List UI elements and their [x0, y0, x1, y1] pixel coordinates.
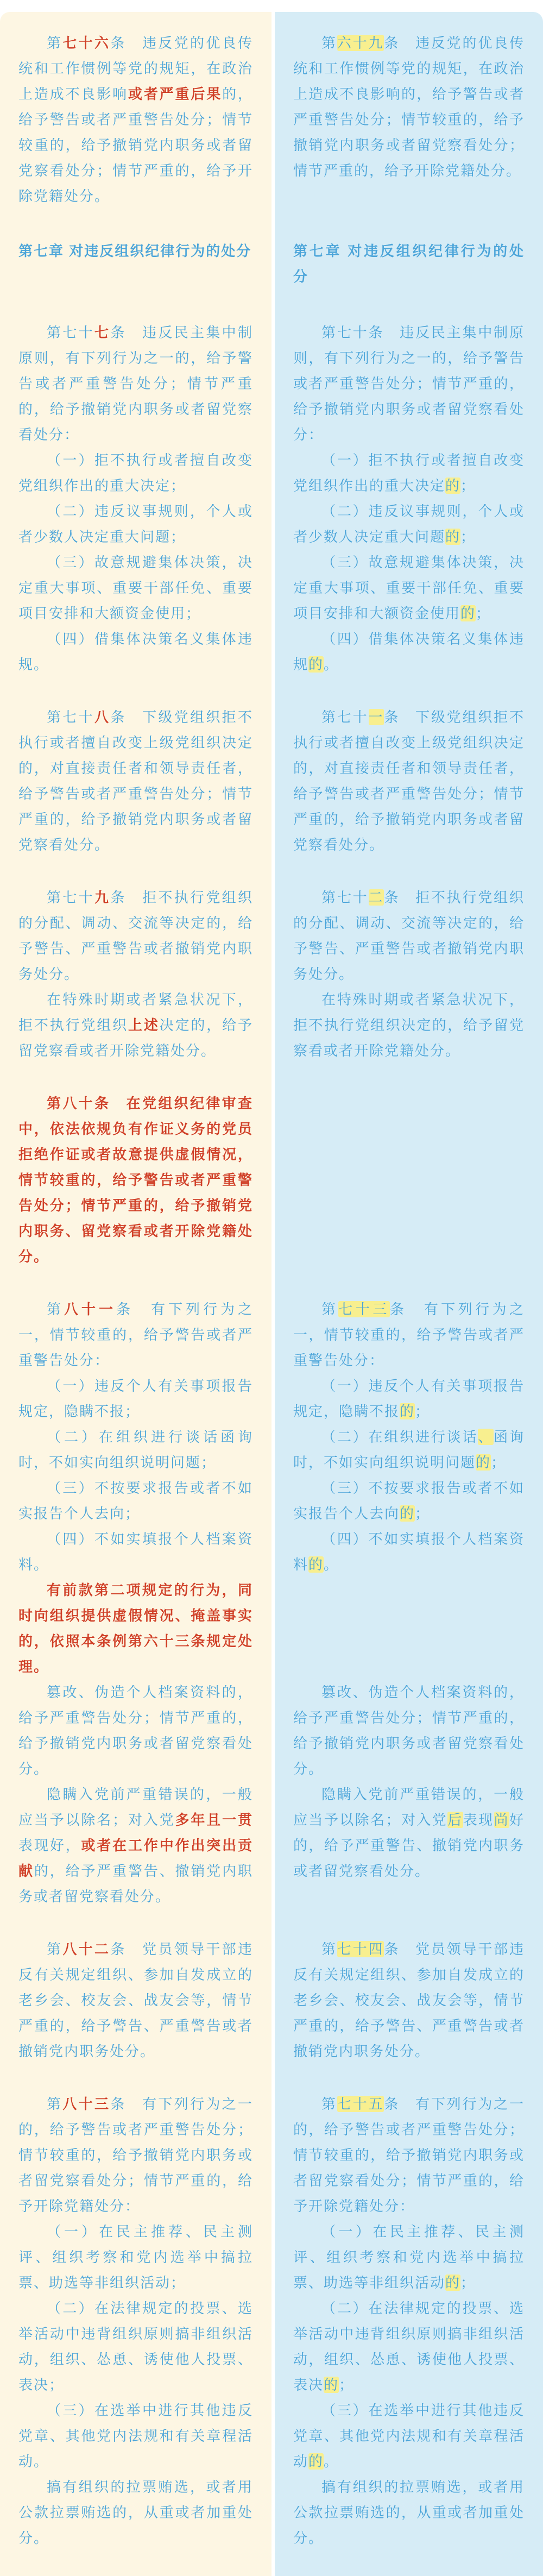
text-segment: （四）借集体决策名义集体违规。: [18, 631, 253, 673]
text-segment: （二）违反议事规则，个人或者少数人决定重大问题；: [18, 503, 253, 545]
text-segment: 条 有下列行为之一，情节较重的，给予警告或者严重警告处分：: [293, 1301, 525, 1368]
paragraph: [293, 2091, 525, 2219]
text-segment: 篡改、伪造个人档案资料的，给予严重警告处分；情节严重的，给予撤销党内职务或者留党察看处分。: [293, 1684, 525, 1777]
text-segment: （三）故意规避集体决策，决定重大事项、重要干部任免、重要项目安排和大额资金使用；: [18, 554, 253, 621]
paragraph: [293, 30, 525, 184]
text-segment: （二）在法律规定的投票、选举活动中违背组织原则搞非组织活动，组织、怂恿、诱使他人投票、表决: [293, 2300, 525, 2393]
paragraph: [18, 705, 253, 858]
old-version-cell: [0, 1909, 272, 2064]
paragraph: [18, 2219, 253, 2296]
text-segment: 第七十: [47, 324, 94, 341]
text-segment: 条 违反党的优良传统和工作惯例等党的规矩，在政治上造成不良影响的，给予警告或者严重警告处分；情节较重的，给予撤销党内职务或者留党察看处分；情节严重的，给予开除党籍处分。: [293, 35, 525, 179]
old-version-cell: [0, 12, 272, 209]
old-version-cell: [0, 1064, 272, 1270]
paragraph: [18, 1937, 253, 2064]
text-segment: （一）违反个人有关事项报告规定，隐瞒不报: [293, 1378, 525, 1419]
text-segment: 条 下级党组织拒不执行或者擅自改变上级党组织决定的，对直接责任者和领导责任者，给予警告或者严重警告处分；情节严重的，给予撤销党内职务或者留党察看处分。: [293, 709, 525, 853]
chapter-heading: 第七章 对违反组织纪律行为的处分: [293, 243, 525, 285]
paragraph: [18, 320, 253, 448]
text-segment: 条 拒不执行党组织的分配、调动、交流等决定的，给予警告、严重警告或者撤销党内职务处分。: [293, 889, 525, 982]
chapter-heading: 第七章 对违反组织纪律行为的处分: [18, 243, 252, 259]
text-segment: 条 拒不执行党组织的分配、调动、交流等决定的，给予警告、严重警告或者撤销党内职务处分。: [18, 889, 253, 982]
text-segment: （三）在选举中进行其他违反党章、其他党内法规和有关章程活动: [293, 2402, 525, 2470]
paragraph: [293, 1297, 525, 1373]
old-version-cell: [0, 293, 272, 677]
changed-text-red: 七: [94, 324, 111, 341]
text-segment: ；: [476, 605, 491, 621]
added-text-highlight: 七十五: [337, 2096, 384, 2112]
text-segment: 篡改、伪造个人档案资料的，给予严重警告处分；情节严重的，给予撤销党内职务或者留党察看处分。: [18, 1684, 253, 1777]
added-text-highlight: 的: [476, 1454, 491, 1471]
added-text-highlight: 、: [478, 1429, 494, 1445]
paragraph: [293, 2296, 525, 2398]
text-segment: （三）故意规避集体决策，决定重大事项、重要干部任免、重要项目安排和大额资金使用: [293, 554, 525, 621]
paragraph: [18, 2091, 253, 2219]
added-text-highlight: 的: [445, 2275, 461, 2291]
text-segment: （二）违反议事规则，个人或者少数人决定重大问题: [293, 503, 525, 545]
paragraph: [293, 2474, 525, 2551]
text-segment: ；: [460, 2275, 476, 2291]
text-segment: （二）在组织进行谈话函询时，不如实向组织说明问题；: [18, 1429, 253, 1471]
text-segment: 条 下级党组织拒不执行或者擅自改变上级党组织决定的，对直接责任者和领导责任者，给予警告或者严重警告处分；情节严重的，给予撤销党内职务或者留党察看处分。: [18, 709, 253, 853]
text-segment: 隐瞒入党前严重错误的，一般应当予以除名；对入党: [293, 1786, 525, 1828]
text-segment: ；: [415, 1403, 431, 1419]
text-segment: （四）不如实填报个人档案资料: [293, 1531, 525, 1573]
changed-text-red: 或者在工作中作出突出贡献: [18, 1837, 253, 1879]
text-segment: 条 有下列行为之一的，给予警告或者严重警告处分；情节较重的，给予撤销党内职务或者留党察看处分；情节严重的，给予开除党籍处分：: [18, 2096, 253, 2214]
new-version-cell: [272, 293, 543, 677]
paragraph: [293, 1680, 525, 1782]
added-text-highlight: 的: [324, 2377, 339, 2393]
old-version-cell: [0, 1270, 272, 1578]
paragraph: [18, 499, 253, 550]
text-segment: 条 违反民主集中制原则，有下列行为之一的，给予警告或者严重警告处分；情节严重的，给予撤销党内职务或者留党察看处分：: [18, 324, 253, 443]
changed-text-red: 九: [94, 889, 111, 906]
old-version-cell: [0, 858, 272, 1064]
text-segment: （四）借集体决策名义集体违规: [293, 631, 525, 673]
changed-text-red: 或者严重后果: [128, 86, 223, 102]
text-segment: 在特殊时期或者紧急状况下，拒不执行党组织决定的，给予留党察看或者开除党籍处分。: [293, 991, 525, 1059]
new-version-cell: [272, 2064, 543, 2576]
added-text-highlight: 的: [400, 1505, 415, 1522]
paragraph: [18, 987, 253, 1064]
text-segment: ；: [460, 529, 476, 545]
new-version-cell: [272, 858, 543, 1064]
text-segment: （三）在选举中进行其他违反党章、其他党内法规和有关章程活动。: [18, 2402, 253, 2470]
paragraph: [293, 1937, 525, 2064]
changed-text-red: 七十六: [62, 35, 111, 51]
text-segment: 搞有组织的拉票贿选，或者用公款拉票贿选的，从重或者加重处分。: [293, 2479, 525, 2546]
paragraph: [293, 2219, 525, 2296]
old-version-cell: [0, 1782, 272, 1909]
text-segment: 条 违反党的优良传统和工作惯例等党的规矩，在政治上造成不良影响: [18, 35, 253, 102]
text-segment: 第七十: [321, 709, 369, 725]
paragraph: [18, 1424, 253, 1475]
paragraph: [18, 1526, 253, 1578]
added-text-highlight: 一: [368, 709, 384, 725]
text-segment: 第: [47, 1941, 63, 1957]
paragraph: [18, 1297, 253, 1373]
old-version-cell: [0, 209, 272, 293]
changed-text-red: 八十一: [64, 1301, 116, 1317]
old-version-cell: [0, 677, 272, 858]
new-version-cell: [272, 1578, 543, 1680]
text-segment: 第: [47, 1301, 64, 1317]
text-segment: 隐瞒入党前严重错误的，一般应当予以除名；对入党: [18, 1786, 253, 1828]
new-version-cell: [272, 1782, 543, 1909]
text-segment: 第: [321, 1941, 337, 1957]
paragraph: [18, 1578, 253, 1680]
changed-text-red: 八十二: [62, 1941, 111, 1957]
added-text-highlight: 的: [308, 2453, 324, 2470]
text-segment: 的，给予严重警告、撤销党内职务或者留党察看处分。: [18, 1863, 253, 1905]
added-text-highlight: 的: [308, 1556, 324, 1573]
new-version-cell: [272, 1680, 543, 1782]
old-version-cell: [0, 2064, 272, 2576]
paragraph: [293, 1782, 525, 1884]
text-segment: （四）不如实填报个人档案资料。: [18, 1531, 253, 1573]
paragraph: [293, 705, 525, 858]
added-text-highlight: 后: [447, 1812, 463, 1828]
new-version-cell: [272, 677, 543, 858]
text-segment: （一）违反个人有关事项报告规定，隐瞒不报；: [18, 1378, 253, 1419]
paragraph: [18, 2296, 253, 2398]
new-version-cell: [272, 12, 543, 209]
paragraph: [293, 1373, 525, 1424]
paragraph: [293, 448, 525, 499]
text-segment: 决定的，给予留党察看或者开除党籍处分。: [18, 1017, 253, 1059]
text-segment: （二）在法律规定的投票、选举活动中违背组织原则搞非组织活动，组织、怂恿、诱使他人投票、表决；: [18, 2300, 253, 2393]
paragraph: [18, 885, 253, 987]
added-text-highlight: 二: [368, 889, 384, 906]
text-segment: 。: [324, 656, 339, 673]
text-segment: 条 党员领导干部违反有关规定组织、参加自发成立的老乡会、校友会、战友会等，情节严重的，给予警告、严重警告或者撤销党内职务处分。: [293, 1941, 525, 2059]
paragraph: [18, 1475, 253, 1526]
text-segment: 条 有下列行为之一的，给予警告或者严重警告处分；情节较重的，给予撤销党内职务或者留党察看处分；情节严重的，给予开除党籍处分：: [293, 2096, 525, 2214]
text-segment: （一）在民主推荐、民主测评、组织考察和党内选举中搞拉票、助选等非组织活动；: [18, 2223, 253, 2291]
old-version-cell: [0, 1578, 272, 1680]
text-segment: 第: [47, 2096, 63, 2112]
text-segment: （一）在民主推荐、民主测评、组织考察和党内选举中搞拉票、助选等非组织活动: [293, 2223, 525, 2291]
paragraph: [18, 1680, 253, 1782]
top-margin: [0, 0, 543, 12]
text-segment: 好的，给予严重警告、撤销党内职务或者留党察看处分。: [293, 1812, 525, 1879]
text-segment: （一）拒不执行或者擅自改变党组织作出的重大决定；: [18, 452, 253, 494]
paragraph: [18, 2398, 253, 2474]
text-segment: 在特殊时期或者紧急状况下，拒不执行党组织: [18, 991, 253, 1033]
paragraph: [293, 626, 525, 677]
changed-text-red: 八: [94, 709, 111, 725]
changed-text-red: 上述: [128, 1017, 160, 1033]
text-segment: 第: [321, 1301, 339, 1317]
paragraph: [293, 1475, 525, 1526]
paragraph: [18, 550, 253, 626]
added-text-highlight: 的: [400, 1403, 415, 1419]
added-text-highlight: 尚: [494, 1812, 509, 1828]
added-text-highlight: 的: [308, 656, 324, 673]
changed-text-red: 多年且一贯: [175, 1812, 253, 1828]
comparison-grid: [0, 12, 543, 2576]
text-segment: 搞有组织的拉票贿选，或者用公款拉票贿选的，从重或者加重处分。: [18, 2479, 253, 2546]
text-segment: （三）不按要求报告或者不如实报告个人去向；: [18, 1480, 253, 1522]
paragraph: [293, 885, 525, 987]
added-text-highlight: 的: [445, 529, 461, 545]
text-segment: （一）拒不执行或者擅自改变党组织作出的重大决定: [293, 452, 525, 494]
text-segment: ；: [339, 2377, 355, 2393]
paragraph: [293, 499, 525, 550]
paragraph: [18, 30, 253, 209]
paragraph: [293, 1526, 525, 1578]
text-segment: ；: [415, 1505, 431, 1522]
text-segment: 第七十: [321, 889, 369, 906]
text-segment: 第: [321, 35, 337, 51]
paragraph: [293, 1424, 525, 1475]
text-segment: ；: [491, 1454, 507, 1471]
text-segment: 第: [321, 2096, 337, 2112]
paragraph: [293, 987, 525, 1064]
text-segment: 的，给予警告或者严重警告处分；情节较重的，给予撤销党内职务或者留党察看处分；情节严重的，给予开除党籍处分。: [18, 86, 253, 204]
text-segment: 条 有下列行为之一，情节较重的，给予警告或者严重警告处分：: [18, 1301, 253, 1368]
new-version-cell: [272, 1909, 543, 2064]
new-version-cell: [272, 209, 543, 293]
text-segment: （三）不按要求报告或者不如实报告个人去向: [293, 1480, 525, 1522]
added-text-highlight: 七十三: [338, 1301, 390, 1317]
old-version-cell: [0, 1680, 272, 1782]
paragraph: [18, 626, 253, 677]
text-segment: 。: [324, 1556, 339, 1573]
paragraph: [293, 2398, 525, 2474]
changed-text-red: 第八十条 在党组织纪律审查中，依法依规负有作证义务的党员拒绝作证或者故意提供虚假情况，情节较重的，给予警告或者严重警告处分；情节严重的，给予撤销党内职务、留党察看或者开除党籍处分。: [18, 1095, 253, 1265]
added-text-highlight: 的: [445, 477, 461, 494]
text-segment: 条 党员领导干部违反有关规定组织、参加自发成立的老乡会、校友会、战友会等，情节严重的，给予警告、严重警告或者撤销党内职务处分。: [18, 1941, 253, 2059]
new-version-cell: [272, 1270, 543, 1578]
paragraph: [18, 1091, 253, 1270]
text-segment: 第: [47, 35, 63, 51]
text-segment: 。: [324, 2453, 339, 2470]
text-segment: 表现好，: [18, 1837, 81, 1854]
paragraph: [18, 1782, 253, 1909]
paragraph: [18, 448, 253, 499]
changed-text-red: 八十三: [62, 2096, 111, 2112]
added-text-highlight: 六十九: [337, 35, 384, 51]
paragraph: [293, 320, 525, 448]
text-segment: 表现: [463, 1812, 494, 1828]
text-segment: 函询时，不如实向组织说明问题: [293, 1429, 525, 1471]
text-segment: （二）在组织进行谈话: [321, 1429, 478, 1445]
paragraph: [293, 550, 525, 626]
text-segment: 第七十条 违反民主集中制原则，有下列行为之一的，给予警告或者严重警告处分；情节严重的，给予撤销党内职务或者留党察看处分：: [293, 324, 525, 443]
added-text-highlight: 七十四: [337, 1941, 384, 1957]
text-segment: ；: [460, 477, 476, 494]
added-text-highlight: 的: [460, 605, 476, 621]
text-segment: 第七十: [47, 709, 94, 725]
text-segment: 第七十: [47, 889, 94, 906]
paragraph: [18, 1373, 253, 1424]
paragraph: [18, 2474, 253, 2551]
changed-text-red: 有前款第二项规定的行为，同时向组织提供虚假情况、掩盖事实的，依照本条例第六十三条规定处理。: [18, 1582, 253, 1675]
new-version-cell: [272, 1064, 543, 1270]
